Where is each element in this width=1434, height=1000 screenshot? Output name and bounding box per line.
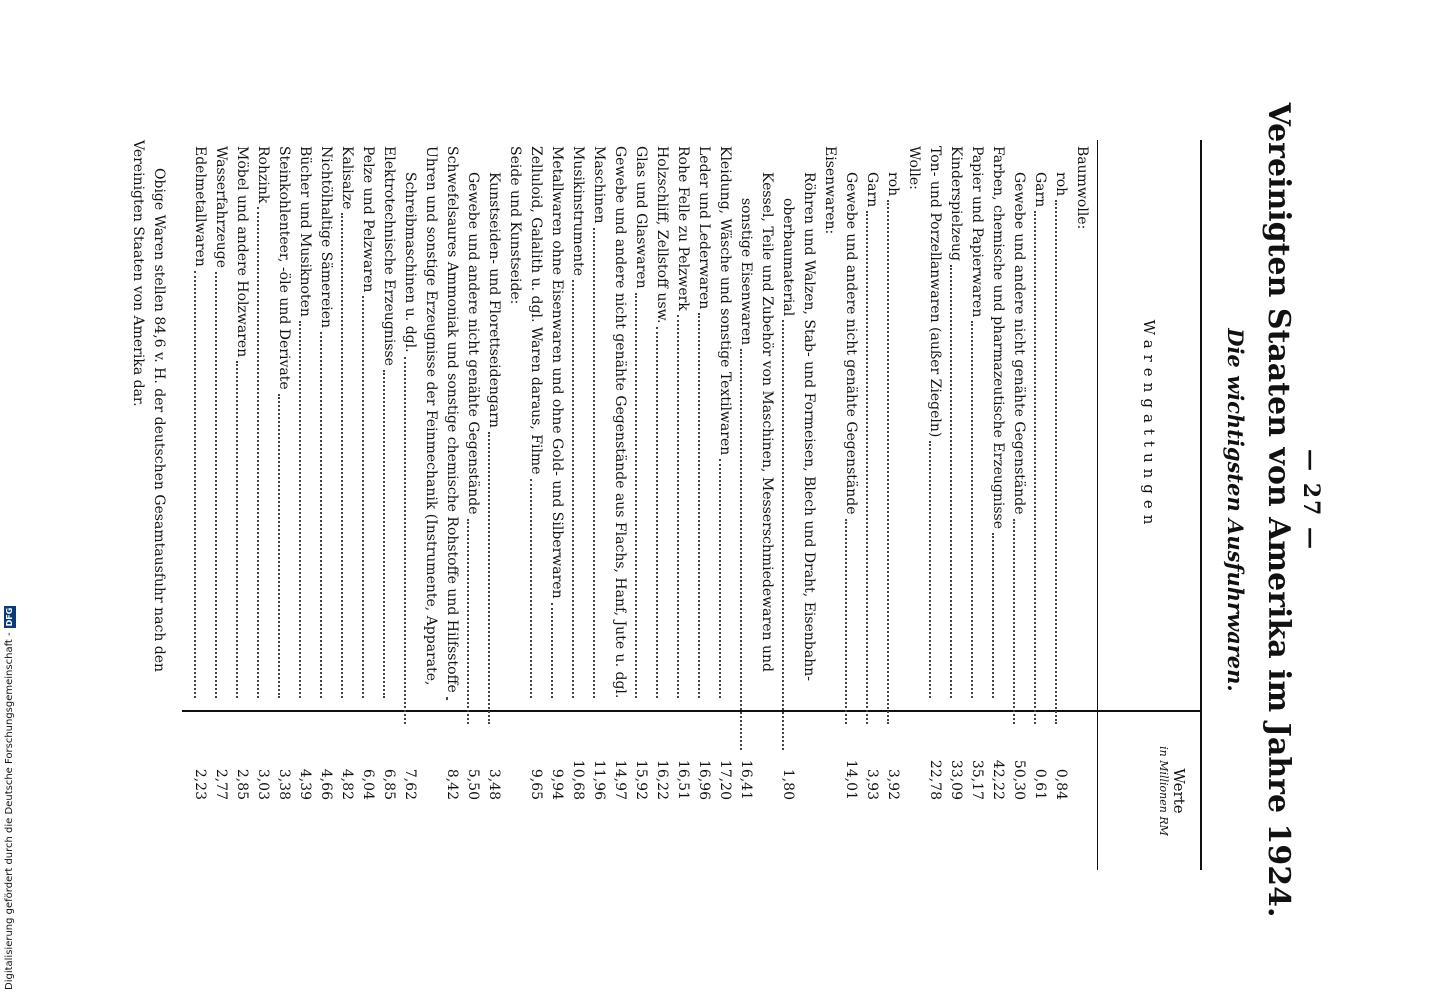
- leader-dots: [866, 211, 869, 724]
- leader-dots: [320, 332, 323, 698]
- row-label: [651, 146, 672, 702]
- row-label: [588, 146, 609, 702]
- table-row: [1050, 140, 1071, 870]
- row-label: [1071, 146, 1092, 702]
- row-value: 2,77: [213, 768, 229, 800]
- table-row: [504, 140, 525, 870]
- leader-dots: [215, 272, 218, 698]
- row-label-text: Gewebe und andere nicht genähte Gegenstände: [843, 172, 859, 515]
- row-label: [693, 146, 714, 702]
- row-label-text: Glas und Glaswaren: [633, 146, 649, 289]
- page-subtitle: Die wichtigsten Ausfuhrwaren.: [1223, 328, 1248, 692]
- table-row: [588, 140, 609, 870]
- row-value: 4,39: [297, 768, 313, 800]
- row-label: [966, 146, 987, 702]
- table-row: [231, 140, 252, 870]
- row-label: [819, 146, 840, 702]
- row-label: [924, 146, 945, 702]
- table-row: [651, 140, 672, 870]
- row-label-text: Möbel und andere Holzwaren: [234, 146, 250, 358]
- row-label-text: Kalisalze: [339, 146, 355, 210]
- leader-dots: [551, 603, 554, 698]
- row-value: 6,85: [381, 768, 397, 800]
- leader-dots: [782, 320, 785, 750]
- row-value: 3,48: [486, 768, 502, 800]
- row-value: 3,93: [864, 768, 880, 800]
- row-label-text: oberbaumaterial: [780, 198, 796, 317]
- table-row: [252, 140, 273, 870]
- side-credit-label: Digitalisierung gefördert durch die Deutsche Forschungsgemeinschaft -: [4, 632, 15, 990]
- table-row: [882, 140, 903, 870]
- table-row: [1071, 140, 1092, 870]
- row-label-text: Wasserfahrzeuge: [213, 146, 229, 269]
- leader-dots: [236, 361, 239, 698]
- row-value: 42,22: [990, 759, 1006, 800]
- row-label: [189, 146, 210, 702]
- row-label-text: Schreibmaschinen u. dgl.: [402, 172, 418, 353]
- row-value: 11,96: [591, 759, 607, 800]
- table-row: [966, 140, 987, 870]
- row-value: 16,51: [675, 759, 691, 800]
- leader-dots: [593, 228, 596, 698]
- leader-dots: [299, 321, 302, 698]
- row-label: [609, 146, 630, 702]
- row-label-text: Edelmetallwaren: [192, 146, 208, 267]
- row-label: [714, 146, 735, 702]
- row-label: [357, 146, 378, 702]
- row-label: [441, 146, 462, 702]
- leader-dots: [383, 370, 386, 698]
- row-label: [840, 146, 861, 728]
- table-row: [441, 140, 462, 870]
- row-label: [252, 146, 273, 702]
- table-row: [567, 140, 588, 870]
- table-row: [714, 140, 735, 870]
- row-label: [1050, 146, 1071, 728]
- leader-dots: [929, 441, 932, 698]
- table-top-rule: [1200, 140, 1202, 870]
- row-label: [525, 146, 546, 702]
- table-row: [357, 140, 378, 870]
- row-label-text: Rohe Felle zu Pelzwerk: [675, 146, 691, 311]
- row-value: 7,62: [402, 768, 418, 800]
- row-value: 15,92: [633, 759, 649, 800]
- row-value: 5,50: [465, 768, 481, 800]
- leader-dots: [194, 271, 197, 698]
- row-value: 16,41: [738, 759, 754, 800]
- leader-dots: [845, 519, 848, 725]
- leader-dots: [404, 357, 407, 724]
- table-row: [315, 140, 336, 870]
- table-row: [735, 140, 756, 870]
- row-label-text: Elektrotechnische Erzeugnisse: [381, 146, 397, 366]
- table-row: [399, 140, 420, 870]
- row-label: [336, 146, 357, 702]
- leader-dots: [362, 296, 365, 698]
- row-value: 9,65: [528, 768, 544, 800]
- row-label-text: Leder und Lederwaren: [696, 146, 712, 310]
- table-row: [294, 140, 315, 870]
- row-label: [420, 146, 441, 702]
- leader-dots: [656, 327, 659, 698]
- table-row: [483, 140, 504, 870]
- leader-dots: [1034, 211, 1037, 724]
- leader-dots: [530, 479, 533, 699]
- page-number: — 27 —: [1298, 449, 1324, 551]
- leader-dots: [1013, 519, 1016, 725]
- row-label-text: Bücher und Musiknoten: [297, 146, 313, 317]
- table-row: [777, 140, 798, 870]
- table-row: [756, 140, 777, 870]
- row-label-text: Gewebe und andere nicht genähte Gegenstände aus Flachs, Hanf, Jute u. dgl.: [612, 146, 628, 699]
- row-label: [756, 146, 777, 728]
- row-value: 3,03: [255, 768, 271, 800]
- row-label-text: Baumwolle:: [1074, 146, 1090, 230]
- row-value: 8,42: [444, 768, 460, 800]
- table-row: [189, 140, 210, 870]
- row-label-text: Papier und Papierwaren: [969, 146, 985, 318]
- row-label-text: roh: [1053, 172, 1069, 197]
- leader-dots: [1055, 200, 1058, 724]
- row-label-text: Gewebe und andere nicht genähte Gegenstände: [1011, 172, 1027, 515]
- side-credit: [2, 600, 18, 990]
- row-value: 0,84: [1053, 768, 1069, 800]
- row-label: [273, 146, 294, 702]
- row-label: [399, 146, 420, 728]
- leader-dots: [950, 265, 953, 698]
- header-value-unit: in Millionen RM: [1157, 746, 1170, 836]
- leader-dots: [467, 519, 470, 725]
- row-label-text: Metallwaren ohne Eisenwaren und ohne Gold- und Silberwaren: [549, 146, 565, 599]
- row-value: 17,20: [717, 759, 733, 800]
- footnote: Obige Waren stellen 84,6 v. H. der deutschen Gesamtausfuhr nach den Vereinigten Staaten von Amerika dar.: [130, 140, 167, 673]
- row-label-text: sonstige Eisenwaren: [738, 198, 754, 346]
- row-value: 3,38: [276, 768, 292, 800]
- row-label-text: Musikinstrumente: [570, 146, 586, 276]
- row-value: 2,85: [234, 768, 250, 800]
- table-row: [1029, 140, 1050, 870]
- table-row: [462, 140, 483, 870]
- row-label: [798, 146, 819, 728]
- leader-dots: [488, 432, 491, 724]
- table-row: [840, 140, 861, 870]
- export-table: [182, 140, 1202, 870]
- row-value: 3,92: [885, 768, 901, 800]
- row-value: 0,61: [1032, 768, 1048, 800]
- table-row: [546, 140, 567, 870]
- row-label: [777, 146, 798, 754]
- row-label: [630, 146, 651, 702]
- leader-dots: [740, 349, 743, 750]
- row-label-text: Steinkohlenteer, -öle und Derivate: [276, 146, 292, 390]
- row-label: [567, 146, 588, 702]
- row-label-text: Rohzink: [255, 146, 271, 204]
- row-value: 22,78: [927, 759, 943, 800]
- leader-dots: [971, 321, 974, 698]
- leader-dots: [446, 697, 449, 698]
- row-label-text: Holzschliff, Zellstoff usw.: [654, 146, 670, 324]
- leader-dots: [719, 459, 722, 698]
- row-value: 33,09: [948, 759, 964, 800]
- row-label-text: Maschinen: [591, 146, 607, 224]
- row-label: [294, 146, 315, 702]
- row-label-text: Farben, chemische und pharmazeutische Erzeugnisse: [990, 146, 1006, 529]
- row-label-text: Schwefelsaures Ammoniak und sonstige chemische Rohstoffe und Hilfsstoffe: [444, 146, 460, 693]
- row-label: [1029, 146, 1050, 728]
- leader-dots: [257, 207, 260, 698]
- row-label-text: Röhren und Walzen, Stab- und Formeisen, Blech und Draht, Eisenbahn-: [801, 172, 817, 681]
- row-label: [546, 146, 567, 702]
- row-label-text: Pelze und Pelzwaren: [360, 146, 376, 293]
- row-value: 14,97: [612, 759, 628, 800]
- leader-dots: [887, 200, 890, 724]
- row-label: [882, 146, 903, 728]
- table-row: [693, 140, 714, 870]
- table-row: [987, 140, 1008, 870]
- row-label: [672, 146, 693, 702]
- leader-dots: [992, 533, 995, 698]
- row-label-text: Kleidung, Wäsche und sonstige Textilwaren: [717, 146, 733, 456]
- side-credit-text: [2, 600, 18, 990]
- row-label-text: Gewebe und andere nicht genähte Gegenstände: [465, 172, 481, 515]
- row-label-text: Kessel, Teile und Zubehör von Maschinen, Messerschmiedewaren und: [759, 172, 775, 672]
- row-label-text: Ton- und Porzellanwaren (außer Ziegeln): [927, 146, 943, 438]
- table-row: [630, 140, 651, 870]
- row-label: [378, 146, 399, 702]
- table-rows: [189, 140, 1092, 870]
- row-value: 1,80: [780, 768, 796, 800]
- row-value: 6,04: [360, 768, 376, 800]
- row-value: 50,30: [1011, 759, 1027, 800]
- table-row: [672, 140, 693, 870]
- row-label: [1008, 146, 1029, 728]
- row-label: [903, 146, 924, 702]
- table-row: [525, 140, 546, 870]
- row-label-text: Garn: [1032, 172, 1048, 208]
- table-row: [945, 140, 966, 870]
- row-label: [483, 146, 504, 728]
- row-value: 4,66: [318, 768, 334, 800]
- row-label: [861, 146, 882, 728]
- table-row: [798, 140, 819, 870]
- row-label: [987, 146, 1008, 702]
- dfg-logo: DFG: [5, 607, 14, 627]
- row-value: 2,23: [192, 768, 208, 800]
- row-label-text: Uhren und sonstige Erzeugnisse der Feinmechanik (Instrumente, Apparate,: [423, 146, 439, 686]
- row-value: 10,68: [570, 759, 586, 800]
- table-row: [336, 140, 357, 870]
- row-label: [504, 146, 525, 702]
- leader-dots: [677, 315, 680, 698]
- header-value-title: Werte: [1170, 768, 1188, 814]
- leader-dots: [698, 313, 701, 698]
- row-label-text: Garn: [864, 172, 880, 208]
- table-row: [420, 140, 441, 870]
- row-label-text: Wolle:: [906, 146, 922, 190]
- row-value: 16,22: [654, 759, 670, 800]
- table-row: [903, 140, 924, 870]
- row-label-text: Zelluloid, Galalith u. dgl. Waren daraus, Filme: [528, 146, 544, 475]
- leader-dots: [635, 293, 638, 698]
- row-label-text: Seide und Kunstseide:: [507, 146, 523, 305]
- row-label: [315, 146, 336, 702]
- table-header-rule: [1097, 140, 1098, 870]
- table-row: [378, 140, 399, 870]
- row-label-text: Nichtölhaltige Sämereien: [318, 146, 334, 329]
- row-label: [210, 146, 231, 702]
- page-title: Vereinigten Staaten von Amerika im Jahre 1924.: [1261, 102, 1296, 918]
- row-value: 35,17: [969, 759, 985, 800]
- table-row: [609, 140, 630, 870]
- row-value: 4,82: [339, 768, 355, 800]
- row-label: [462, 146, 483, 728]
- table-row: [924, 140, 945, 870]
- table-row: [273, 140, 294, 870]
- row-label-text: Eisenwaren:: [822, 146, 838, 235]
- table-row: [861, 140, 882, 870]
- table-row: [819, 140, 840, 870]
- row-value: 14,01: [843, 759, 859, 800]
- leader-dots: [572, 280, 575, 698]
- row-value: 9,94: [549, 768, 565, 800]
- row-label-text: Kunstseiden- und Florettseidengarn: [486, 172, 502, 428]
- leader-dots: [341, 213, 344, 698]
- table-row: [1008, 140, 1029, 870]
- row-label: [945, 146, 966, 702]
- row-label: [735, 146, 756, 754]
- header-goods: Warengattungen: [1140, 319, 1158, 531]
- row-value: 16,96: [696, 759, 712, 800]
- leader-dots: [278, 394, 281, 698]
- row-label-text: roh: [885, 172, 901, 197]
- table-row: [210, 140, 231, 870]
- row-label: [231, 146, 252, 702]
- row-label-text: Kinderspielzeug: [948, 146, 964, 261]
